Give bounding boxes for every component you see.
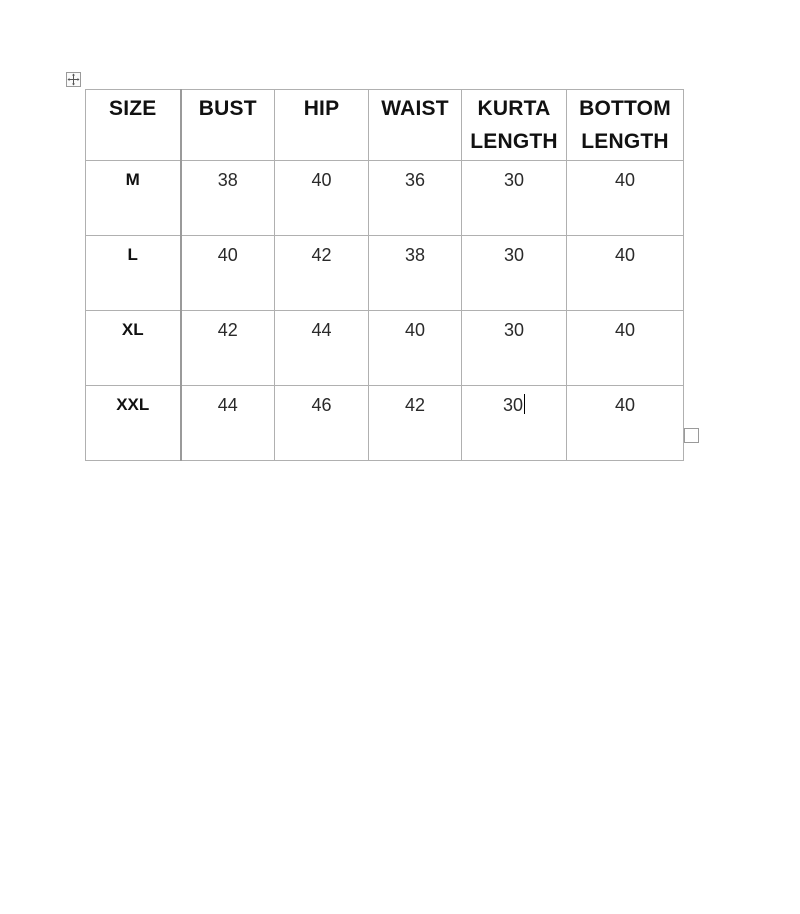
header-label: SIZE	[109, 97, 157, 120]
header-cell-size[interactable]	[86, 90, 181, 161]
table-move-handle-icon[interactable]	[66, 72, 81, 87]
hip-cell[interactable]: 46	[275, 386, 369, 461]
header-cell-hip[interactable]	[275, 90, 369, 161]
header-label-line1: BOTTOM	[579, 97, 671, 120]
bust-cell[interactable]: 40	[181, 236, 275, 311]
hip-cell[interactable]: 40	[275, 161, 369, 236]
hip-cell[interactable]: 42	[275, 236, 369, 311]
bust-cell[interactable]: 44	[181, 386, 275, 461]
header-cell-bottom-length[interactable]	[567, 90, 684, 161]
kurta-length-cell-active[interactable]	[462, 386, 567, 461]
header-label: BUST	[198, 97, 257, 120]
hip-cell[interactable]: 44	[275, 311, 369, 386]
header-label: WAIST	[381, 97, 449, 120]
size-cell[interactable]: XXL	[86, 386, 181, 461]
move-arrows-icon	[67, 73, 80, 86]
waist-cell[interactable]: 36	[369, 161, 462, 236]
waist-cell[interactable]: 38	[369, 236, 462, 311]
bust-cell[interactable]: 42	[181, 311, 275, 386]
bust-cell[interactable]: 38	[181, 161, 275, 236]
bottom-length-cell[interactable]: 40	[567, 386, 684, 461]
table-row	[86, 236, 684, 311]
table-row	[86, 386, 684, 461]
kurta-length-cell[interactable]: 30	[462, 161, 567, 236]
header-label-line1: KURTA	[477, 97, 551, 120]
table-row	[86, 311, 684, 386]
waist-cell[interactable]: 40	[369, 311, 462, 386]
text-caret	[524, 394, 525, 414]
header-cell-kurta-length[interactable]	[462, 90, 567, 161]
bottom-length-cell[interactable]: 40	[567, 161, 684, 236]
kurta-length-cell[interactable]: 30	[462, 236, 567, 311]
size-cell[interactable]: XL	[86, 311, 181, 386]
header-label-line2: LENGTH	[581, 130, 669, 153]
header-label: HIP	[303, 97, 340, 120]
table-resize-handle-icon[interactable]	[684, 428, 699, 443]
table-row	[86, 161, 684, 236]
waist-cell[interactable]: 42	[369, 386, 462, 461]
header-label-line2: LENGTH	[470, 130, 558, 153]
header-cell-bust[interactable]	[181, 90, 275, 161]
kurta-length-cell[interactable]: 30	[462, 311, 567, 386]
bottom-length-cell[interactable]: 40	[567, 311, 684, 386]
header-cell-waist[interactable]	[369, 90, 462, 161]
table-header-row	[86, 90, 684, 161]
bottom-length-cell[interactable]: 40	[567, 236, 684, 311]
cell-value: 30	[502, 395, 524, 415]
size-chart-table	[85, 89, 684, 461]
size-cell[interactable]: M	[86, 161, 181, 236]
size-cell[interactable]: L	[86, 236, 181, 311]
